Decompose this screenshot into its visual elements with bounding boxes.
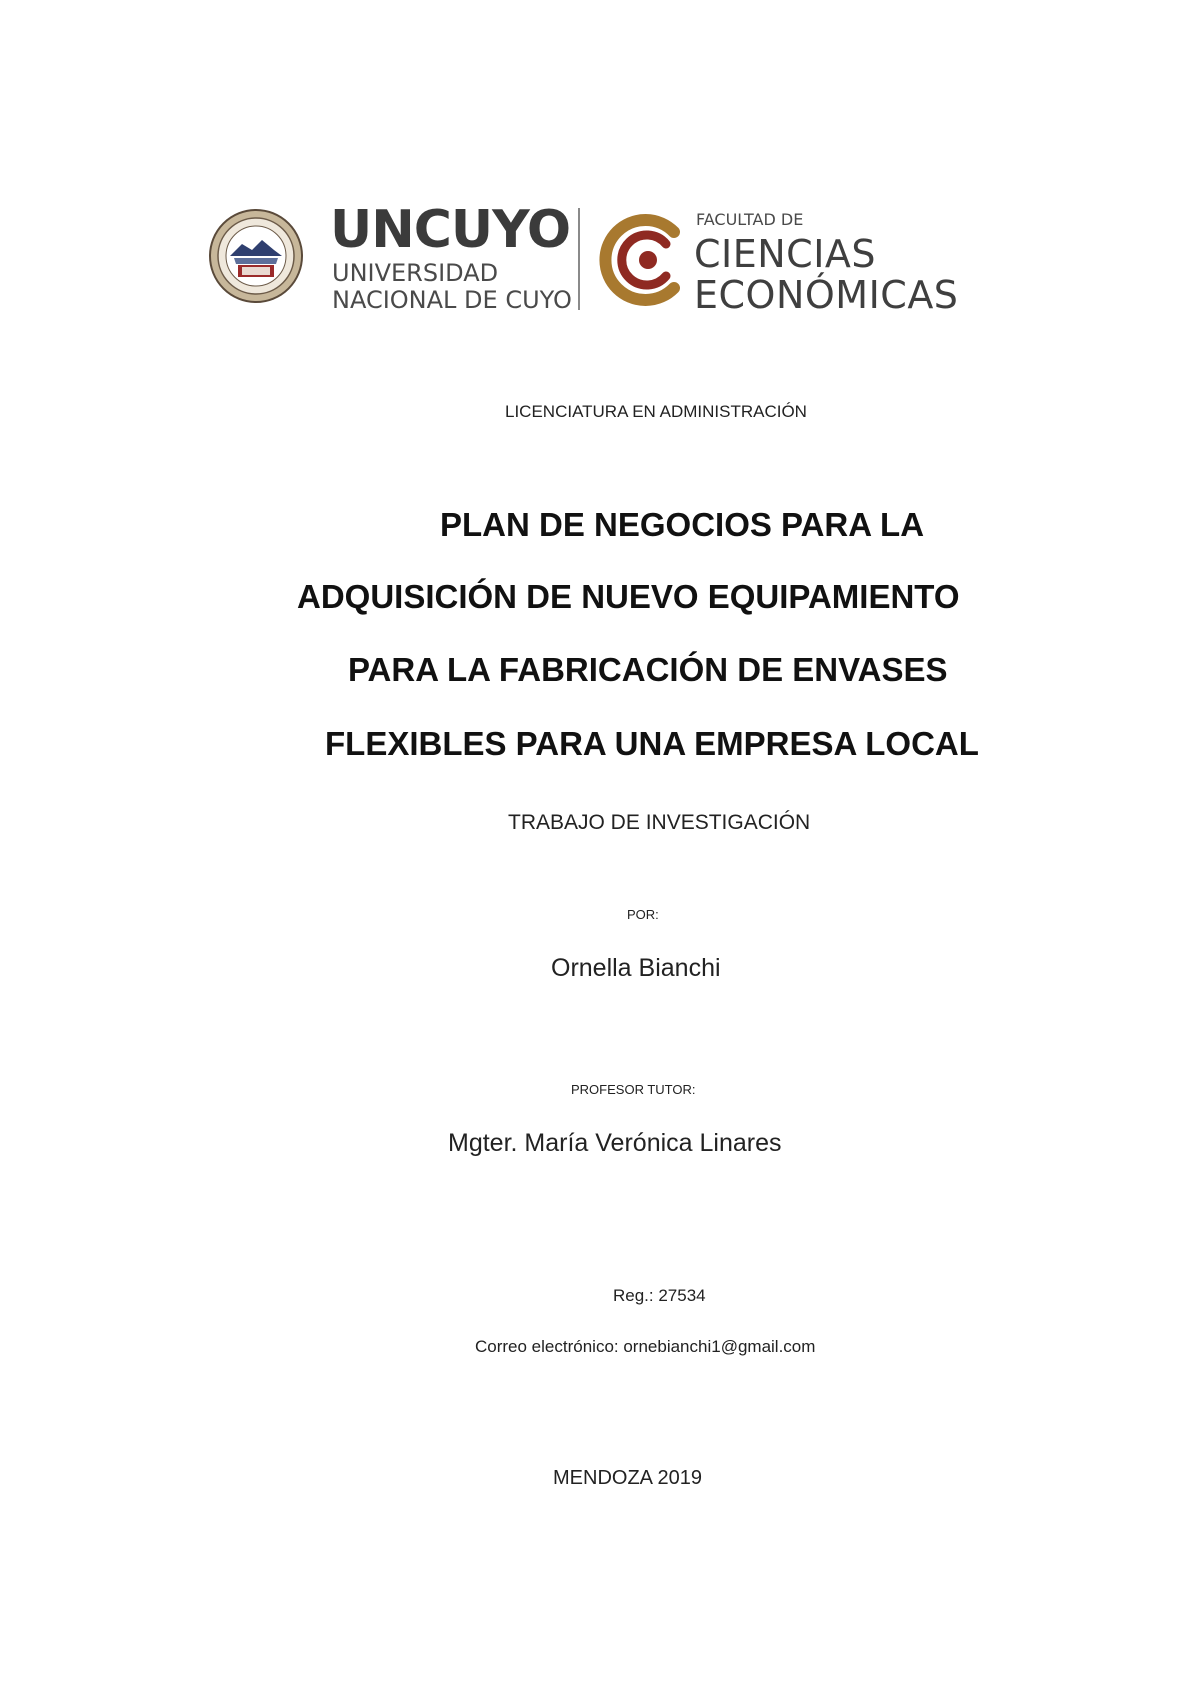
uncuyo-logo-name: UNCUYO [330,200,571,260]
thesis-title-line-1: PLAN DE NEGOCIOS PARA LA [440,506,925,543]
career-name: LICENCIATURA EN ADMINISTRACIÓN [505,402,807,421]
logo-banner [208,190,968,322]
tutor-name: Mgter. María Verónica Linares [448,1129,782,1157]
work-type: TRABAJO DE INVESTIGACIÓN [508,811,811,834]
author-email: Correo electrónico: ornebianchi1@gmail.com [475,1337,816,1356]
faculty-logo-mark-icon [596,210,696,310]
uncuyo-logo-line1: UNIVERSIDAD [332,259,499,287]
faculty-logo-line2: ECONÓMICAS [694,273,959,317]
logo-divider [578,208,580,310]
thesis-title-line-4: FLEXIBLES PARA UNA EMPRESA LOCAL [325,725,979,762]
uncuyo-logo-line2: NACIONAL DE CUYO [332,286,572,314]
tutor-label: PROFESOR TUTOR: [571,1082,696,1097]
author-label: POR: [627,907,659,922]
faculty-logo-line1: CIENCIAS [694,232,877,276]
author-name: Ornella Bianchi [551,954,721,982]
registration-number: Reg.: 27534 [613,1286,706,1305]
place-and-year: MENDOZA 2019 [553,1467,702,1489]
faculty-logo-small-text: FACULTAD DE [696,210,804,229]
thesis-title-line-3: PARA LA FABRICACIÓN DE ENVASES [348,651,948,688]
university-seal-icon [208,208,304,304]
thesis-title-line-2: ADQUISICIÓN DE NUEVO EQUIPAMIENTO [297,578,960,615]
